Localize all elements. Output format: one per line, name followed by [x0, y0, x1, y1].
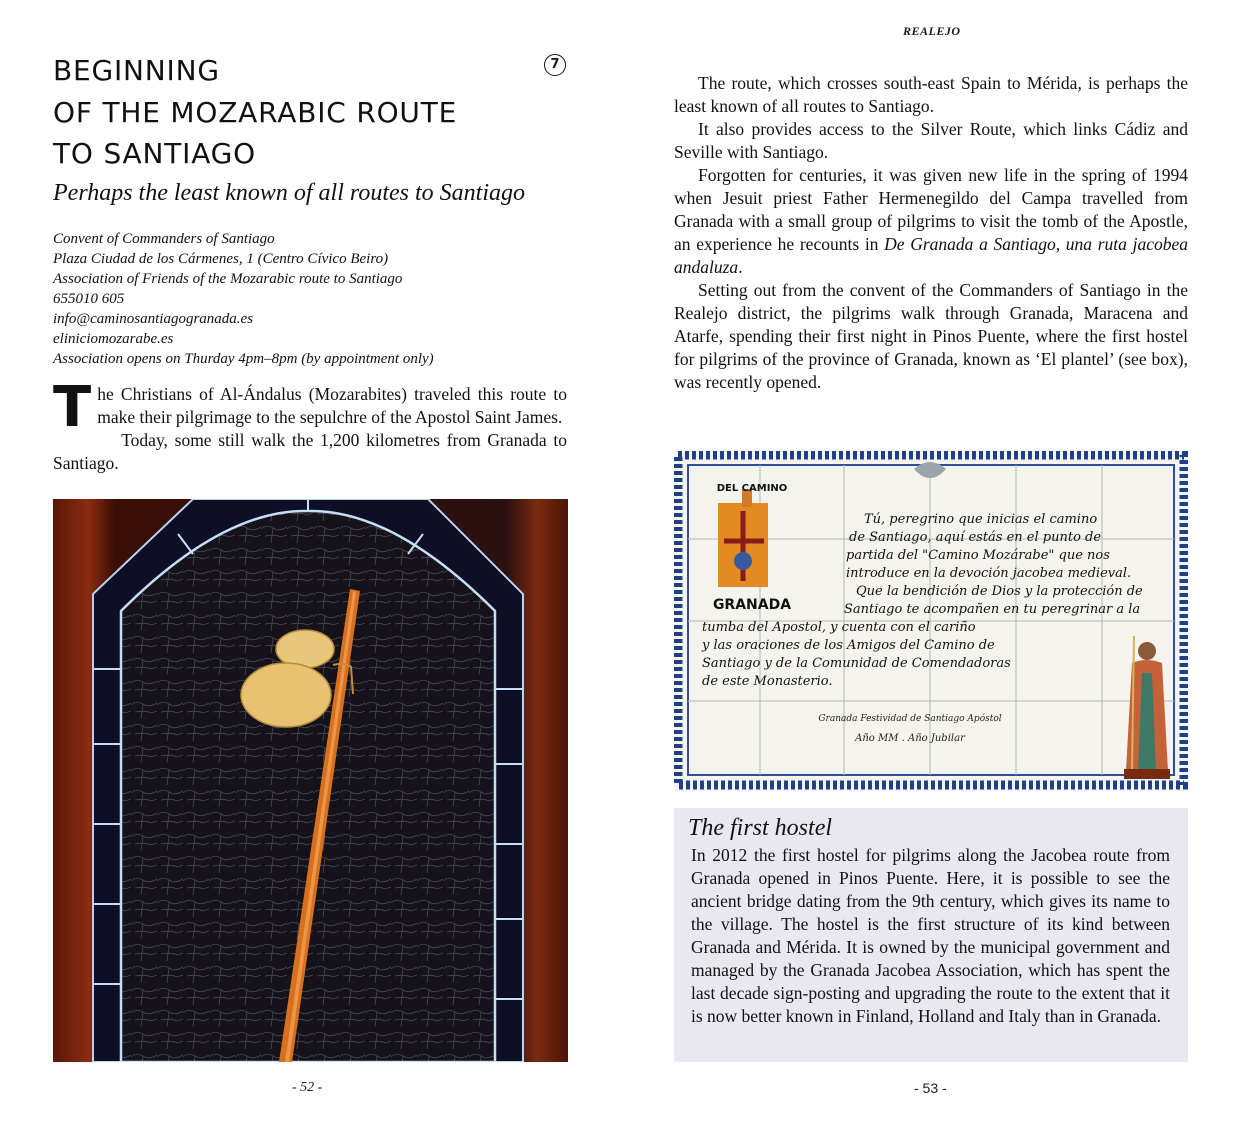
running-head: REALEJO — [903, 24, 961, 38]
plaque-signature: Granada Festividad de Santiago Apóstol — [818, 714, 1002, 724]
title-line: BEGINNING — [53, 54, 220, 87]
plaque-year: Año MM . Año Jubilar — [855, 733, 965, 744]
plaque-line: Que la bendición de Dios y la protección de — [856, 584, 1143, 599]
plaque-line: de Santiago, aquí estás en el punto de — [849, 530, 1102, 545]
box-title: The first hostel — [688, 815, 833, 841]
tile-plaque-photo — [674, 451, 1188, 791]
plaque-line: Santiago y de la Comunidad de Comendadoras — [702, 656, 1011, 671]
crackle-panel — [121, 511, 495, 1062]
plaque-city: GRANADA — [712, 597, 792, 613]
gourd-large — [241, 663, 331, 727]
page-number-left: - 52 - — [292, 1080, 323, 1095]
arc-text: DEL CAMINO — [716, 483, 788, 494]
paragraph: It also provides access to the Silver Route, which links Cádiz and Seville with Santiago. — [674, 119, 1188, 162]
plaque-line: y las oraciones de los Amigos del Camino de — [702, 638, 995, 653]
entry-number-badge: 7 — [544, 54, 566, 76]
plaque-line: de este Monasterio. — [702, 674, 833, 689]
intro-paragraph-1: he Christians of Al-Ándalus (Mozarabites) traveled this route to make their pilgrimage to the sepulchre of the Apostol Saint James. — [97, 384, 567, 427]
info-association: Association of Friends of the Mozarabic route to Santiago — [53, 271, 403, 287]
subtitle: Perhaps the least known of all routes to Santiago — [53, 180, 525, 206]
plaque-line: partida del "Camino Mozárabe" que nos — [846, 548, 1110, 563]
title-line: TO SANTIAGO — [53, 137, 256, 170]
page-number-right: - 53 - — [914, 1080, 947, 1096]
plaque-line: tumba del Apostol, y cuenta con el cariño — [702, 620, 976, 635]
title-line: OF THE MOZARABIC ROUTE — [53, 95, 458, 129]
paragraph: The route, which crosses south-east Spain to Mérida, is perhaps the least known of all routes to Santiago. — [674, 73, 1188, 116]
info-hours: Association opens on Thurday 4pm–8pm (by appointment only) — [53, 351, 434, 367]
page-title — [53, 50, 523, 175]
paragraph: Setting out from the convent of the Commanders of Santiago in the Realejo district, the pilgrims walk through Granada, Maracena and Atarfe, spending their first night in Pinos Puente, where the first hostel for pilgrims of the province of Granada, known as ‘El plantel’ (see box), was recently opened. — [674, 280, 1188, 392]
book-title: De Granada a Santiago, una ruta jacobea andaluza — [674, 234, 1188, 277]
pilgrim-staff-photo — [53, 499, 568, 1062]
tile-plaque-illustration — [674, 451, 1188, 791]
paragraph-book-reference — [674, 164, 1188, 279]
intro-text — [53, 375, 567, 475]
intro-paragraph-2: Today, some still walk the 1,200 kilometres from Granada to Santiago. — [53, 430, 567, 473]
paragraph-end: . — [738, 257, 743, 277]
info-address: Plaza Ciudad de los Cármenes, 1 (Centro Cívico Beiro) — [53, 251, 389, 267]
staff-photo-illustration — [53, 499, 568, 1062]
info-venue: Convent of Commanders of Santiago — [53, 231, 275, 247]
info-email[interactable]: info@caminosantiagogranada.es — [53, 311, 254, 327]
right-body-text — [674, 72, 1188, 394]
drop-cap: T — [53, 375, 92, 440]
plaque-line: Santiago te acompañen en tu peregrinar a la — [844, 602, 1141, 617]
box-body: In 2012 the first hostel for pilgrims along the Jacobea route from Granada opened in Pinos Puente. Here, it is possible to see the ancient bridge dating from the 9th century, which gives its name to the village. The hostel is the first structure of its kind between Granada and Mérida. It is owned by the municipal government and managed by the Granada Jacobea Association, which has spent the last decade sign-posting and upgrading the route to the extent that it is now better known in Finland, Holland and Italy than in Granada. — [691, 845, 1170, 1026]
plaque-line: Tú, peregrino que inicias el camino — [864, 512, 1098, 527]
address-info — [53, 229, 434, 369]
info-phone: 655010 605 — [53, 291, 125, 307]
paragraph-text: Forgotten for centuries, it was given new life in the spring of 1994 when Jesuit priest Father Hermenegildo del Campa travelled from Granada with a small group of pilgrims to visit the tomb of the Apostle, an experience he recounts in — [674, 165, 1188, 254]
info-website[interactable]: eliniciomozarabe.es — [53, 331, 174, 347]
plaque-line: introduce en la devoción jacobea medieval. — [846, 566, 1132, 581]
